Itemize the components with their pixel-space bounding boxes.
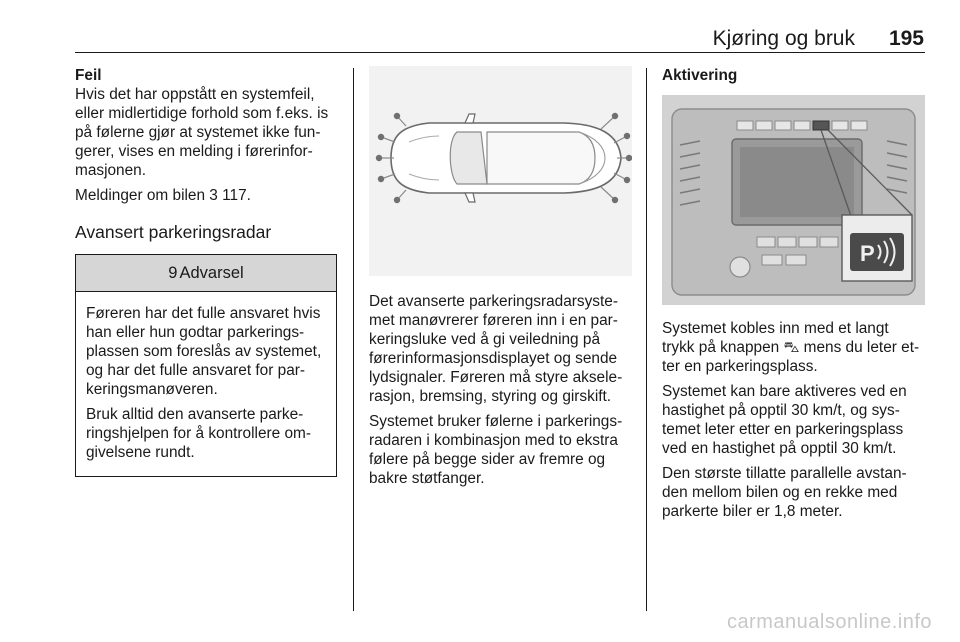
column-2: [369, 66, 632, 494]
warning-icon: 9: [168, 264, 178, 282]
paragraph-system-description: Det avanserte parkeringsradarsystemet manøvrerer føreren inn i en parkeringsluke ved å gi veiledning på førerinformasjonsdisplayet og sende lydsignaler. Føreren må styre akselerasjon, bremsing, styring og girskift.: [369, 293, 623, 405]
paragraph-sensors: Systemet bruker følerne i parkeringsradaren i kombinasjon med to ekstra følere på begge sider av fremre og bakre støtfanger.: [369, 413, 623, 487]
paragraph-aktivering-3: Den største tillatte parallelle avstanden mellom bilen og en rekke med parkerte biler er 1,8 meter.: [662, 465, 907, 520]
paragraph-aktivering-1: Systemet kobles inn med et langt trykk på knappen ⛍ mens du leter etter en parkeringsplass.: [662, 320, 920, 375]
section-heading: Avansert parkeringsradar: [75, 222, 272, 242]
warning-box: [75, 254, 337, 477]
heading-feil: Feil: [75, 67, 102, 84]
watermark: carmanualsonline.info: [726, 611, 932, 633]
column-divider-1: [353, 68, 354, 611]
warning-paragraph-2: Bruk alltid den avanserte parkeringshjelpen for å kontrollere omgivelsene rundt.: [86, 406, 311, 461]
heading-aktivering: Aktivering: [662, 67, 738, 84]
column-1: [75, 66, 337, 477]
warning-body: [76, 292, 336, 476]
page-number: 195: [888, 27, 924, 50]
header-title: Kjøring og bruk: [712, 27, 855, 50]
column-divider-2: [646, 68, 647, 611]
car-sensor-illustration: [369, 66, 632, 276]
paragraph-aktivering-2: Systemet kan bare aktiveres ved en hastighet på opptil 30 km/t, og systemet leter etter en parkeringsplass ved en hastighet på opptil 30 km/t.: [662, 383, 907, 457]
paragraph-meldinger: Meldinger om bilen 3 117.: [75, 187, 251, 204]
warning-title: Advarsel: [179, 264, 244, 282]
paragraph-systemfeil: Hvis det har oppstått en systemfeil, eller midlertidige forhold som f.eks. is på følerne gjør at systemet ikke fungerer, vises en melding i førerinformasjonen.: [75, 86, 329, 179]
warning-header: [76, 255, 336, 292]
svg-text:P: P: [860, 241, 875, 266]
warning-paragraph-1: Føreren har det fulle ansvaret hvis han eller hun godtar parkeringsplassen som foreslås av systemet, og har det fulle ansvaret for parkeringsmanøveren.: [86, 305, 322, 398]
header-rule: [75, 52, 925, 53]
column-3: [662, 66, 925, 527]
dashboard-button-illustration: [662, 95, 925, 305]
